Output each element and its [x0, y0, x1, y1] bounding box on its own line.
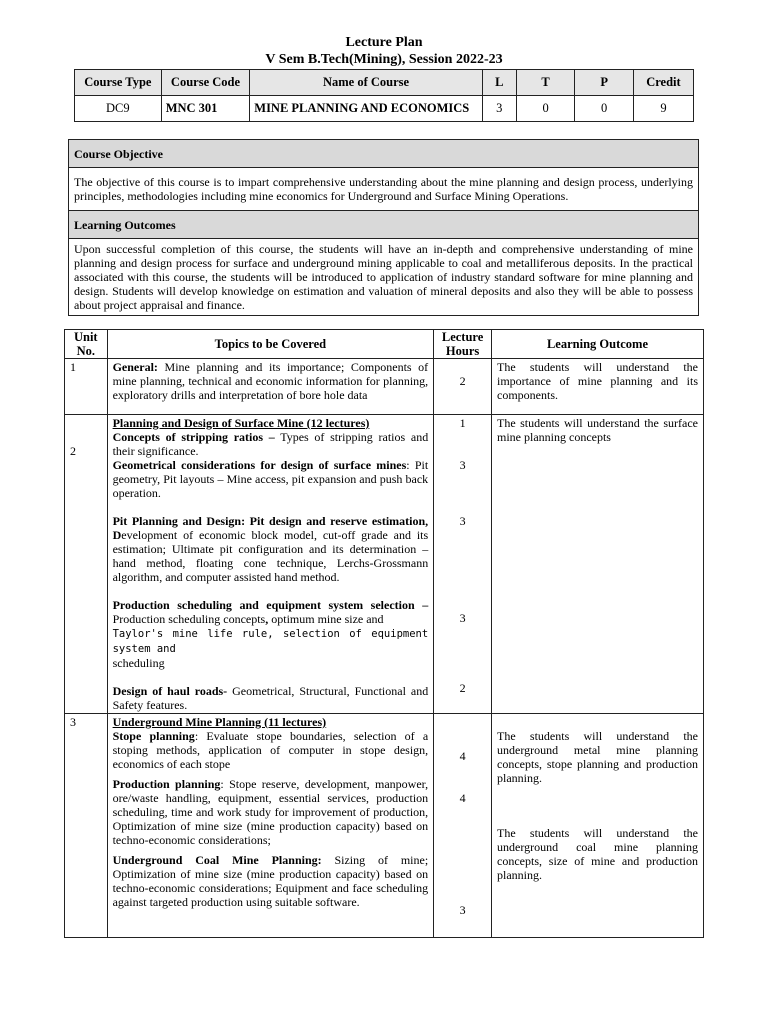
col-course-name: Name of Course [250, 70, 483, 96]
unit-number: 3 [65, 714, 108, 938]
topic-label: Underground Coal Mine Planning: [112, 853, 322, 867]
topic-text: Sizing of mine; Optimization of mine size (mine production capacity) based on techno-economic considerations; Equipment and face scheduling against targeted production using suitable software. [112, 853, 429, 909]
course-name-value: MINE PLANNING AND ECONOMICS [250, 96, 483, 122]
hours-value: 3 [459, 611, 466, 625]
units-header-row [65, 330, 704, 359]
col-course-code: Course Code [161, 70, 250, 96]
learning-outcomes-heading: Learning Outcomes [69, 211, 699, 239]
topic-label: Design of haul roads- [112, 684, 228, 698]
course-data-row [75, 96, 694, 122]
topic-text: scheduling [112, 656, 165, 670]
table-row [65, 359, 704, 415]
topic-text: Types of stripping ratios and their significance. [112, 430, 429, 458]
course-info-table [74, 69, 694, 122]
hours-value: 2 [459, 681, 466, 695]
unit-number: 1 [65, 359, 108, 415]
col-p: P [575, 70, 634, 96]
topic-label: Production planning [112, 777, 221, 791]
topic-label: General: [112, 360, 158, 374]
topic-text: Taylor's mine life rule, selection of equipment system and [112, 628, 429, 655]
unit-hours [434, 359, 492, 415]
page-subtitle: V Sem B.Tech(Mining), Session 2022-23 [265, 52, 503, 67]
unit-outcome: The students will understand the importance of mine planning and its components. [492, 359, 704, 415]
hours-value: 2 [459, 374, 466, 388]
topic-text: Mine planning and its importance; Components of mine planning, technical and economic information for planning, exploratory drills and interpretation of bore hole data [112, 360, 429, 402]
hours-value: 1 [459, 416, 466, 430]
course-type-value: DC9 [75, 96, 162, 122]
unit-outcome: The students will understand the surface mine planning concepts [492, 415, 704, 714]
unit-hours [434, 415, 492, 714]
section-heading: Underground Mine Planning (11 lectures) [112, 715, 327, 729]
col-credit: Credit [633, 70, 693, 96]
units-table [64, 329, 704, 938]
topic-label: Stope planning [112, 729, 195, 743]
course-objective-text: The objective of this course is to impart comprehensive understanding about the mine planning and design process, underlying principles, methodologies including mine economics for Underground and Surface Mining Operations. [69, 168, 699, 211]
page-title: Lecture Plan [345, 35, 423, 50]
credit-value: 9 [633, 96, 693, 122]
table-row [65, 415, 704, 714]
topic-text: evelopment of economic block model, cut-off grade and its estimation; Ultimate pit configuration and its determination – hand method, floating cone technique, Lerchs-Grossmann algorithm, and computer assisted hand method. [112, 528, 429, 584]
topic-text: : Stope reserve, development, manpower, ore/waste handling, equipment, essential services, production scheduling, time and work study for improvement of production, Optimization of mine size (mine production capacity) based on techno-economic considerations; [112, 777, 429, 847]
topic-text: optimum mine size and [268, 612, 384, 626]
hours-value: 3 [459, 458, 466, 472]
hours-value: 4 [459, 749, 466, 763]
unit-topics [107, 359, 434, 415]
col-learning-outcome: Learning Outcome [492, 330, 704, 359]
l-value: 3 [482, 96, 516, 122]
unit-topics: Planning and Design of Surface Mine (12 lectures) Concepts of stripping ratios – Types of stripping ratios and their significance. Geometrical considerations for design of surface mines: Pit geometry, Pit layouts – Mine access, pit expansion and push back operation. Pit Planning and Design: Pit design and reserve estimation, Development of economic block model, cut-off grade and its estimation; Ultimate pit configuration and its determination – hand method, floating cone technique, Lerchs-Grossmann algorithm, and computer assisted hand method. Production scheduling and equipment system selection – Production scheduling concepts, optimum mine size and Taylor's mine life rule, selection of equipment system and scheduling Design of haul roads- Geometrical, Structural, Functional and Safety features. [107, 415, 434, 714]
topic-label: Geometrical considerations for design of surface mines [112, 458, 407, 472]
unit-number [65, 415, 108, 714]
topic-text: Production scheduling concepts [112, 612, 266, 626]
section-heading: Planning and Design of Surface Mine (12 lectures) [112, 416, 370, 430]
hours-value: 3 [459, 903, 466, 917]
col-l: L [482, 70, 516, 96]
topic-text: : Evaluate stope boundaries, selection of a stoping methods, application of computer in stope design, economics of each stope [112, 729, 429, 771]
col-lecture-hours: Lecture Hours [434, 330, 492, 359]
course-objective-heading: Course Objective [69, 140, 699, 168]
unit-hours [434, 714, 492, 938]
learning-outcomes-text: Upon successful completion of this course, the students will have an in-depth and comprehensive understanding of mine planning and design process for surface and underground mining applicable to coal and metalliferous deposits. In the practical associated with this course, the students will be introduced to application of industry standard software for mine planning and design. Students will develop knowledge on estimation and valuation of mineral deposits and also they will be able to possess about project appraisal and finance. [69, 239, 699, 316]
topic-label: Concepts of stripping ratios – [112, 430, 275, 444]
hours-value: 4 [459, 791, 466, 805]
topic-text: Geometrical, Structural, Functional and Safety features. [112, 684, 429, 712]
topic-label: Pit Planning and Design: Pit design and reserve estimation, D [112, 514, 429, 542]
course-code-value: MNC 301 [161, 96, 250, 122]
hours-value: 3 [459, 514, 466, 528]
outcome-text: The students will understand the underground metal mine planning concepts, stope planning and production planning. [497, 729, 698, 785]
topic-label: Production scheduling and equipment system selection – [112, 598, 429, 612]
unit-number-value: 2 [70, 444, 76, 458]
col-topics: Topics to be Covered [107, 330, 434, 359]
t-value: 0 [516, 96, 575, 122]
topic-text: : Pit geometry, Pit layouts – Mine access, pit expansion and push back operation. [112, 458, 429, 500]
unit-topics [107, 714, 434, 938]
unit-outcome [492, 714, 704, 938]
p-value: 0 [575, 96, 634, 122]
course-header-row [75, 70, 694, 96]
objective-outcomes-table [68, 139, 699, 316]
outcome-text: The students will understand the underground coal mine planning concepts, size of mine and production planning. [497, 826, 698, 882]
col-t: T [516, 70, 575, 96]
col-course-type: Course Type [75, 70, 162, 96]
table-row [65, 714, 704, 938]
col-unit-no: Unit No. [65, 330, 108, 359]
